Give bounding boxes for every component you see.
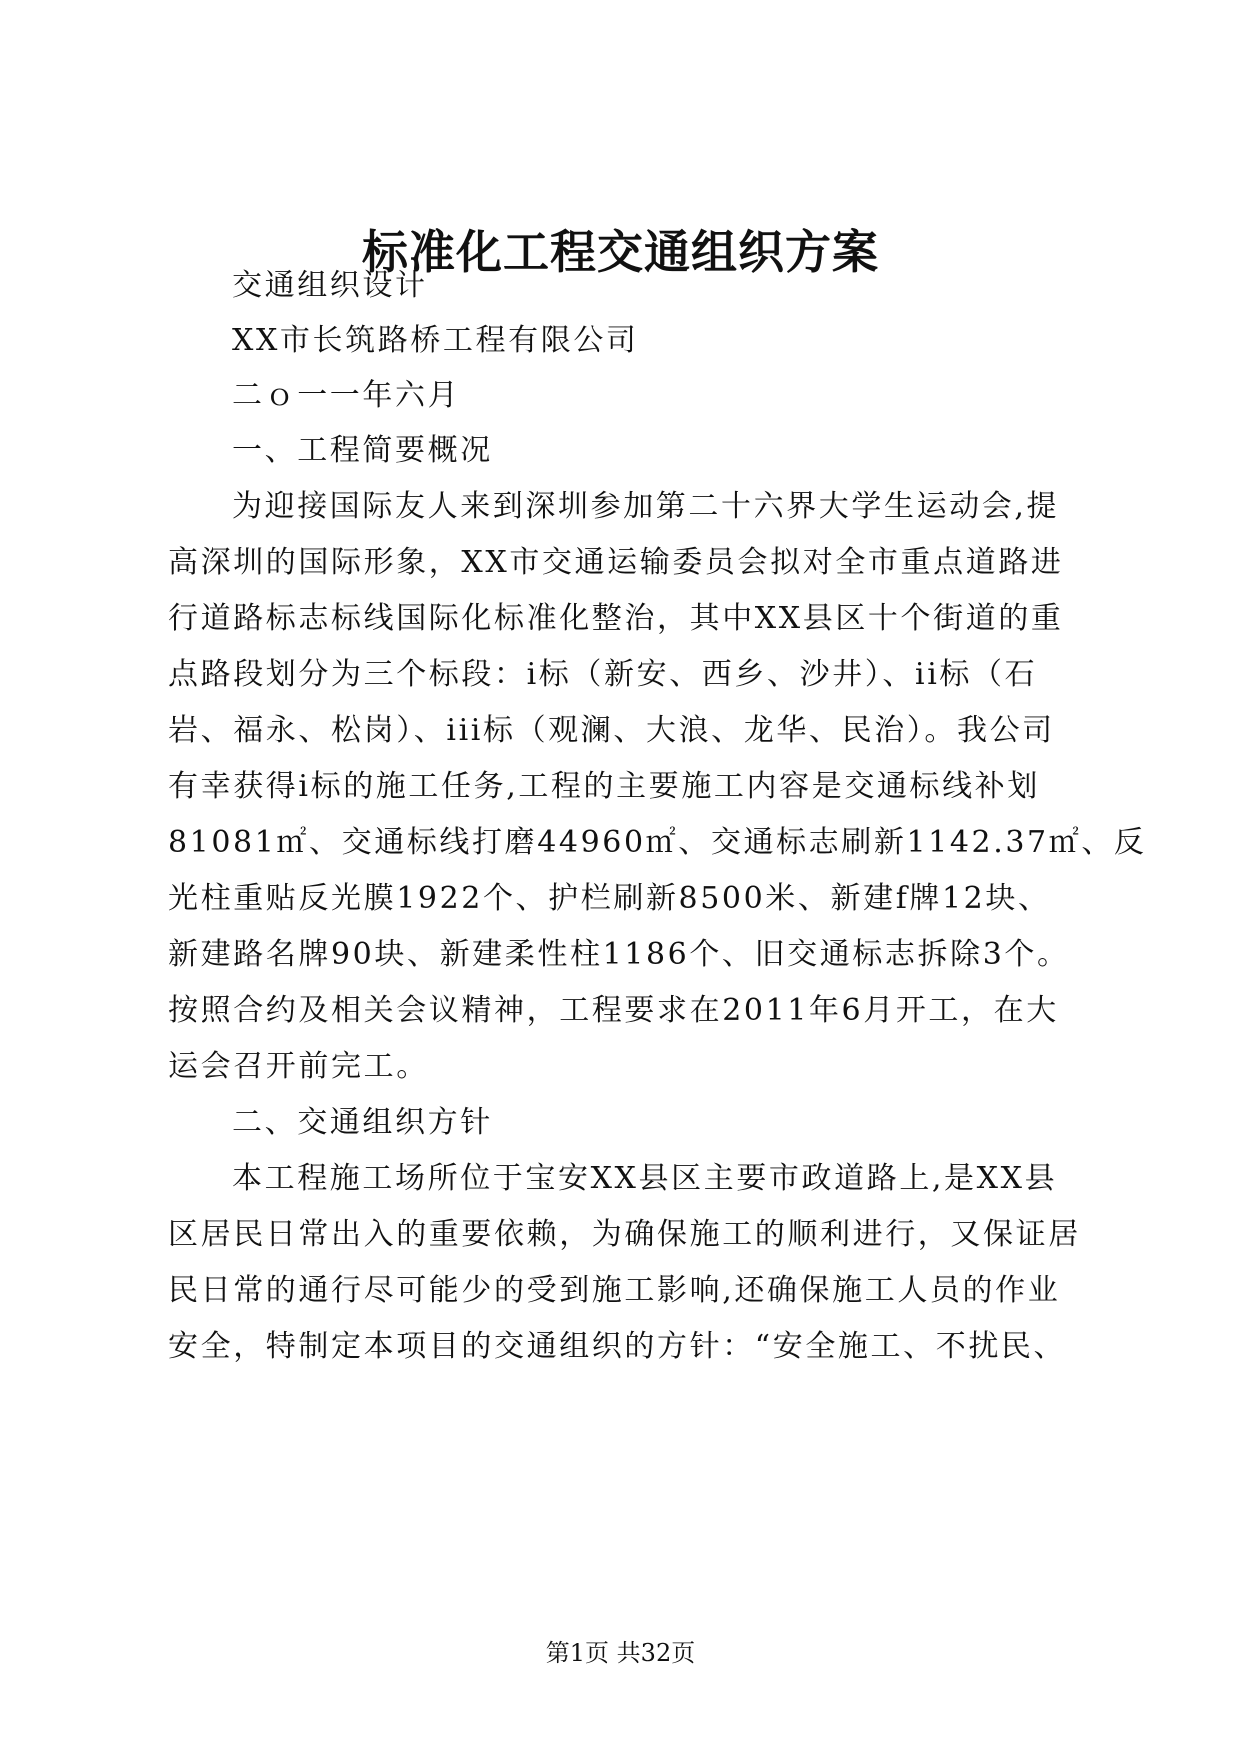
page-footer: 第1页 共32页 [545,1639,696,1667]
text-line: 新建路名牌90块、新建柔性柱1186个、旧交通标志拆除3个。 [168,937,1070,972]
text-line: 行道路标志标线国际化标准化整治，其中XX县区十个街道的重 [168,601,1064,636]
document-title: 标准化工程交通组织方案 [362,225,879,279]
section-heading: 二、交通组织方针 [232,1105,493,1140]
text-line: 二ｏ一一年六月 [232,378,461,413]
text-line: 81081㎡、交通标线打磨44960㎡、交通标志刷新1142.37㎡、反 [168,825,1147,860]
text-line: 为迎接国际友人来到深圳参加第二十六界大学生运动会,提 [232,489,1060,524]
section-heading: 一、工程简要概况 [232,433,493,468]
text-line: 高深圳的国际形象，XX市交通运输委员会拟对全市重点道路进 [168,545,1064,580]
text-line: XX市长筑路桥工程有限公司 [232,323,639,358]
text-line: 按照合约及相关会议精神，工程要求在2011年6月开工，在大 [168,993,1059,1028]
text-line: 区居民日常出入的重要依赖，为确保施工的顺利进行，又保证居 [168,1217,1081,1252]
text-line: 交通组织设计 [232,268,428,303]
text-line: 光柱重贴反光膜1922个、护栏刷新8500米、新建f牌12块、 [168,881,1051,916]
text-line: 安全，特制定本项目的交通组织的方针：“安全施工、不扰民、 [168,1329,1067,1364]
text-line: 点路段划分为三个标段：i标（新安、西乡、沙井）、ii标（石 [168,657,1038,692]
text-line: 运会召开前完工。 [168,1049,429,1084]
text-line: 民日常的通行尽可能少的受到施工影响,还确保施工人员的作业 [168,1273,1061,1308]
text-line: 有幸获得i标的施工任务,工程的主要施工内容是交通标线补划 [168,769,1040,804]
text-line: 岩、福永、松岗）、iii标（观澜、大浪、龙华、民治）。我公司 [168,713,1055,748]
text-line: 本工程施工场所位于宝安XX县区主要市政道路上,是XX县 [232,1161,1058,1196]
